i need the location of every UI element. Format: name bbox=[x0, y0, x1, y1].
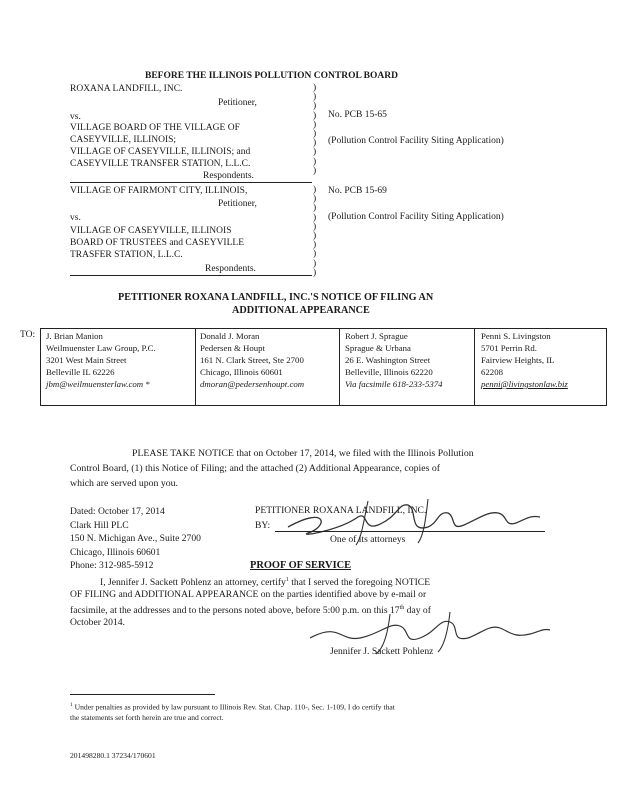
recipient-moran-email[interactable]: dmoran@pedersenhoupt.com bbox=[200, 379, 305, 389]
document-id: 201498280.1 37234/170601 bbox=[70, 751, 156, 760]
notice-body-line2: Control Board, (1) this Notice of Filing; and the attached (2) Additional Appearance, copies of bbox=[70, 463, 441, 474]
caption1-respondents-role: Respondents. bbox=[203, 171, 254, 181]
firm-address2: Chicago, Illinois 60601 bbox=[70, 546, 161, 558]
caption2-case-number: No. PCB 15-69 bbox=[328, 186, 387, 196]
recipient-livingston: Penni S. Livingston 5701 Perrin Rd. Fairview Heights, IL 62208 penni@livingstonlaw.biz bbox=[481, 331, 568, 389]
notice-title-line1: PETITIONER ROXANA LANDFILL, INC.'S NOTICE OF FILING AN bbox=[118, 292, 434, 303]
notice-body-line1: PLEASE TAKE NOTICE that on October 17, 2014, we filed with the Illinois Pollution bbox=[132, 448, 474, 459]
caption2-vs: vs. bbox=[70, 213, 81, 223]
court-title: BEFORE THE ILLINOIS POLLUTION CONTROL BOARD bbox=[145, 71, 398, 81]
proof-line4: October 2014. bbox=[70, 617, 125, 628]
signature-line bbox=[275, 531, 545, 532]
attorney-signature-image bbox=[268, 497, 568, 547]
caption1-petitioner-role: Petitioner, bbox=[218, 98, 257, 108]
caption2-petitioner: VILLAGE OF FAIRMONT CITY, ILLINOIS, bbox=[70, 186, 248, 196]
recipient-moran: Donald J. Moran Pedersen & Houpt 161 N. Clark Street, Ste 2700 Chicago, Illinois 60601 dmoran@pedersenhoupt.com bbox=[200, 331, 305, 389]
proof-line1: I, Jennifer J. Sackett Pohlenz an attorney, certify$^1$ that I served the foregoing NOTICE bbox=[100, 577, 431, 589]
footnote-rule bbox=[70, 694, 215, 695]
proof-line2: OF FILING and ADDITIONAL APPEARANCE on the parties identified above by e-mail or bbox=[70, 589, 427, 600]
attorney-caption: One of its attorneys bbox=[330, 534, 406, 545]
dated: Dated: October 17, 2014 bbox=[70, 506, 165, 517]
petitioner-signature-caption: PETITIONER ROXANA LANDFILL, INC. bbox=[255, 505, 427, 516]
recipient-manion: J. Brian Manion Weilmuenster Law Group, P.C. 3201 West Main Street Belleville IL 62226 jbm@weilmuensterlaw.com * bbox=[46, 331, 156, 389]
caption2-respondents-role: Respondents. bbox=[205, 264, 256, 274]
firm-address1: 150 N. Michigan Ave., Suite 2700 bbox=[70, 533, 201, 544]
caption2-parens: ) ) ) ) ) ) ) ) ) ) bbox=[313, 185, 317, 278]
firm-phone: Phone: 312-985-5912 bbox=[70, 560, 154, 571]
firm-block bbox=[70, 505, 201, 573]
caption2-respondents: VILLAGE OF CASEYVILLE, ILLINOIS BOARD OF TRUSTEES and CASEYVILLE TRASFER STATION, L.L.C. bbox=[70, 226, 244, 260]
caption2-petitioner-role: Petitioner, bbox=[218, 199, 257, 209]
caption1-parens: ) ) ) ) ) ) ) ) ) ) bbox=[313, 83, 317, 176]
recipient-livingston-email[interactable]: penni@livingstonlaw.biz bbox=[481, 379, 568, 389]
footnote-text: $^1$ Under penalties as provided by law pursuant to Illinois Rev. Stat. Chap. 110-, Sec. 1-109, I do certify that the statements set forth herein are true and correct. bbox=[70, 702, 395, 722]
caption2-underline bbox=[70, 275, 312, 276]
caption2-case-type: (Pollution Control Facility Siting Application) bbox=[328, 212, 504, 222]
caption1-case-type: (Pollution Control Facility Siting Application) bbox=[328, 136, 504, 146]
proof-line3: facsimile, at the addresses and to the persons noted above, before 5:00 p.m. on this 17th day of bbox=[70, 605, 431, 617]
proof-signer-name: Jennifer J. Sackett Pohlenz bbox=[330, 646, 434, 657]
caption1-case-number: No. PCB 15-65 bbox=[328, 110, 387, 120]
notice-body-line3: which are served upon you. bbox=[70, 478, 179, 489]
caption1-underline bbox=[70, 182, 312, 183]
by-label: BY: bbox=[255, 520, 271, 531]
notice-title-line2: ADDITIONAL APPEARANCE bbox=[232, 305, 370, 316]
caption1-petitioner: ROXANA LANDFILL, INC. bbox=[70, 84, 183, 94]
caption1-respondents: VILLAGE BOARD OF THE VILLAGE OF CASEYVILLE, ILLINOIS; VILLAGE OF CASEYVILLE, ILLINOIS; and CASEYVILLE TRANSFER STATION, L.L.C. bbox=[70, 123, 251, 169]
firm-name: Clark Hill PLC bbox=[70, 519, 129, 531]
to-label: TO: bbox=[20, 330, 36, 340]
recipient-sprague: Robert J. Sprague Sprague & Urbana 26 E. Washington Street Belleville, Illinois 62220 Via facsimile 618-233-5374 bbox=[345, 331, 443, 389]
proof-of-service-title: PROOF OF SERVICE bbox=[250, 560, 352, 571]
recipient-sprague-fax: Via facsimile 618-233-5374 bbox=[345, 379, 443, 389]
caption1-vs: vs. bbox=[70, 112, 81, 122]
recipient-manion-email[interactable]: jbm@weilmuensterlaw.com * bbox=[46, 379, 150, 389]
